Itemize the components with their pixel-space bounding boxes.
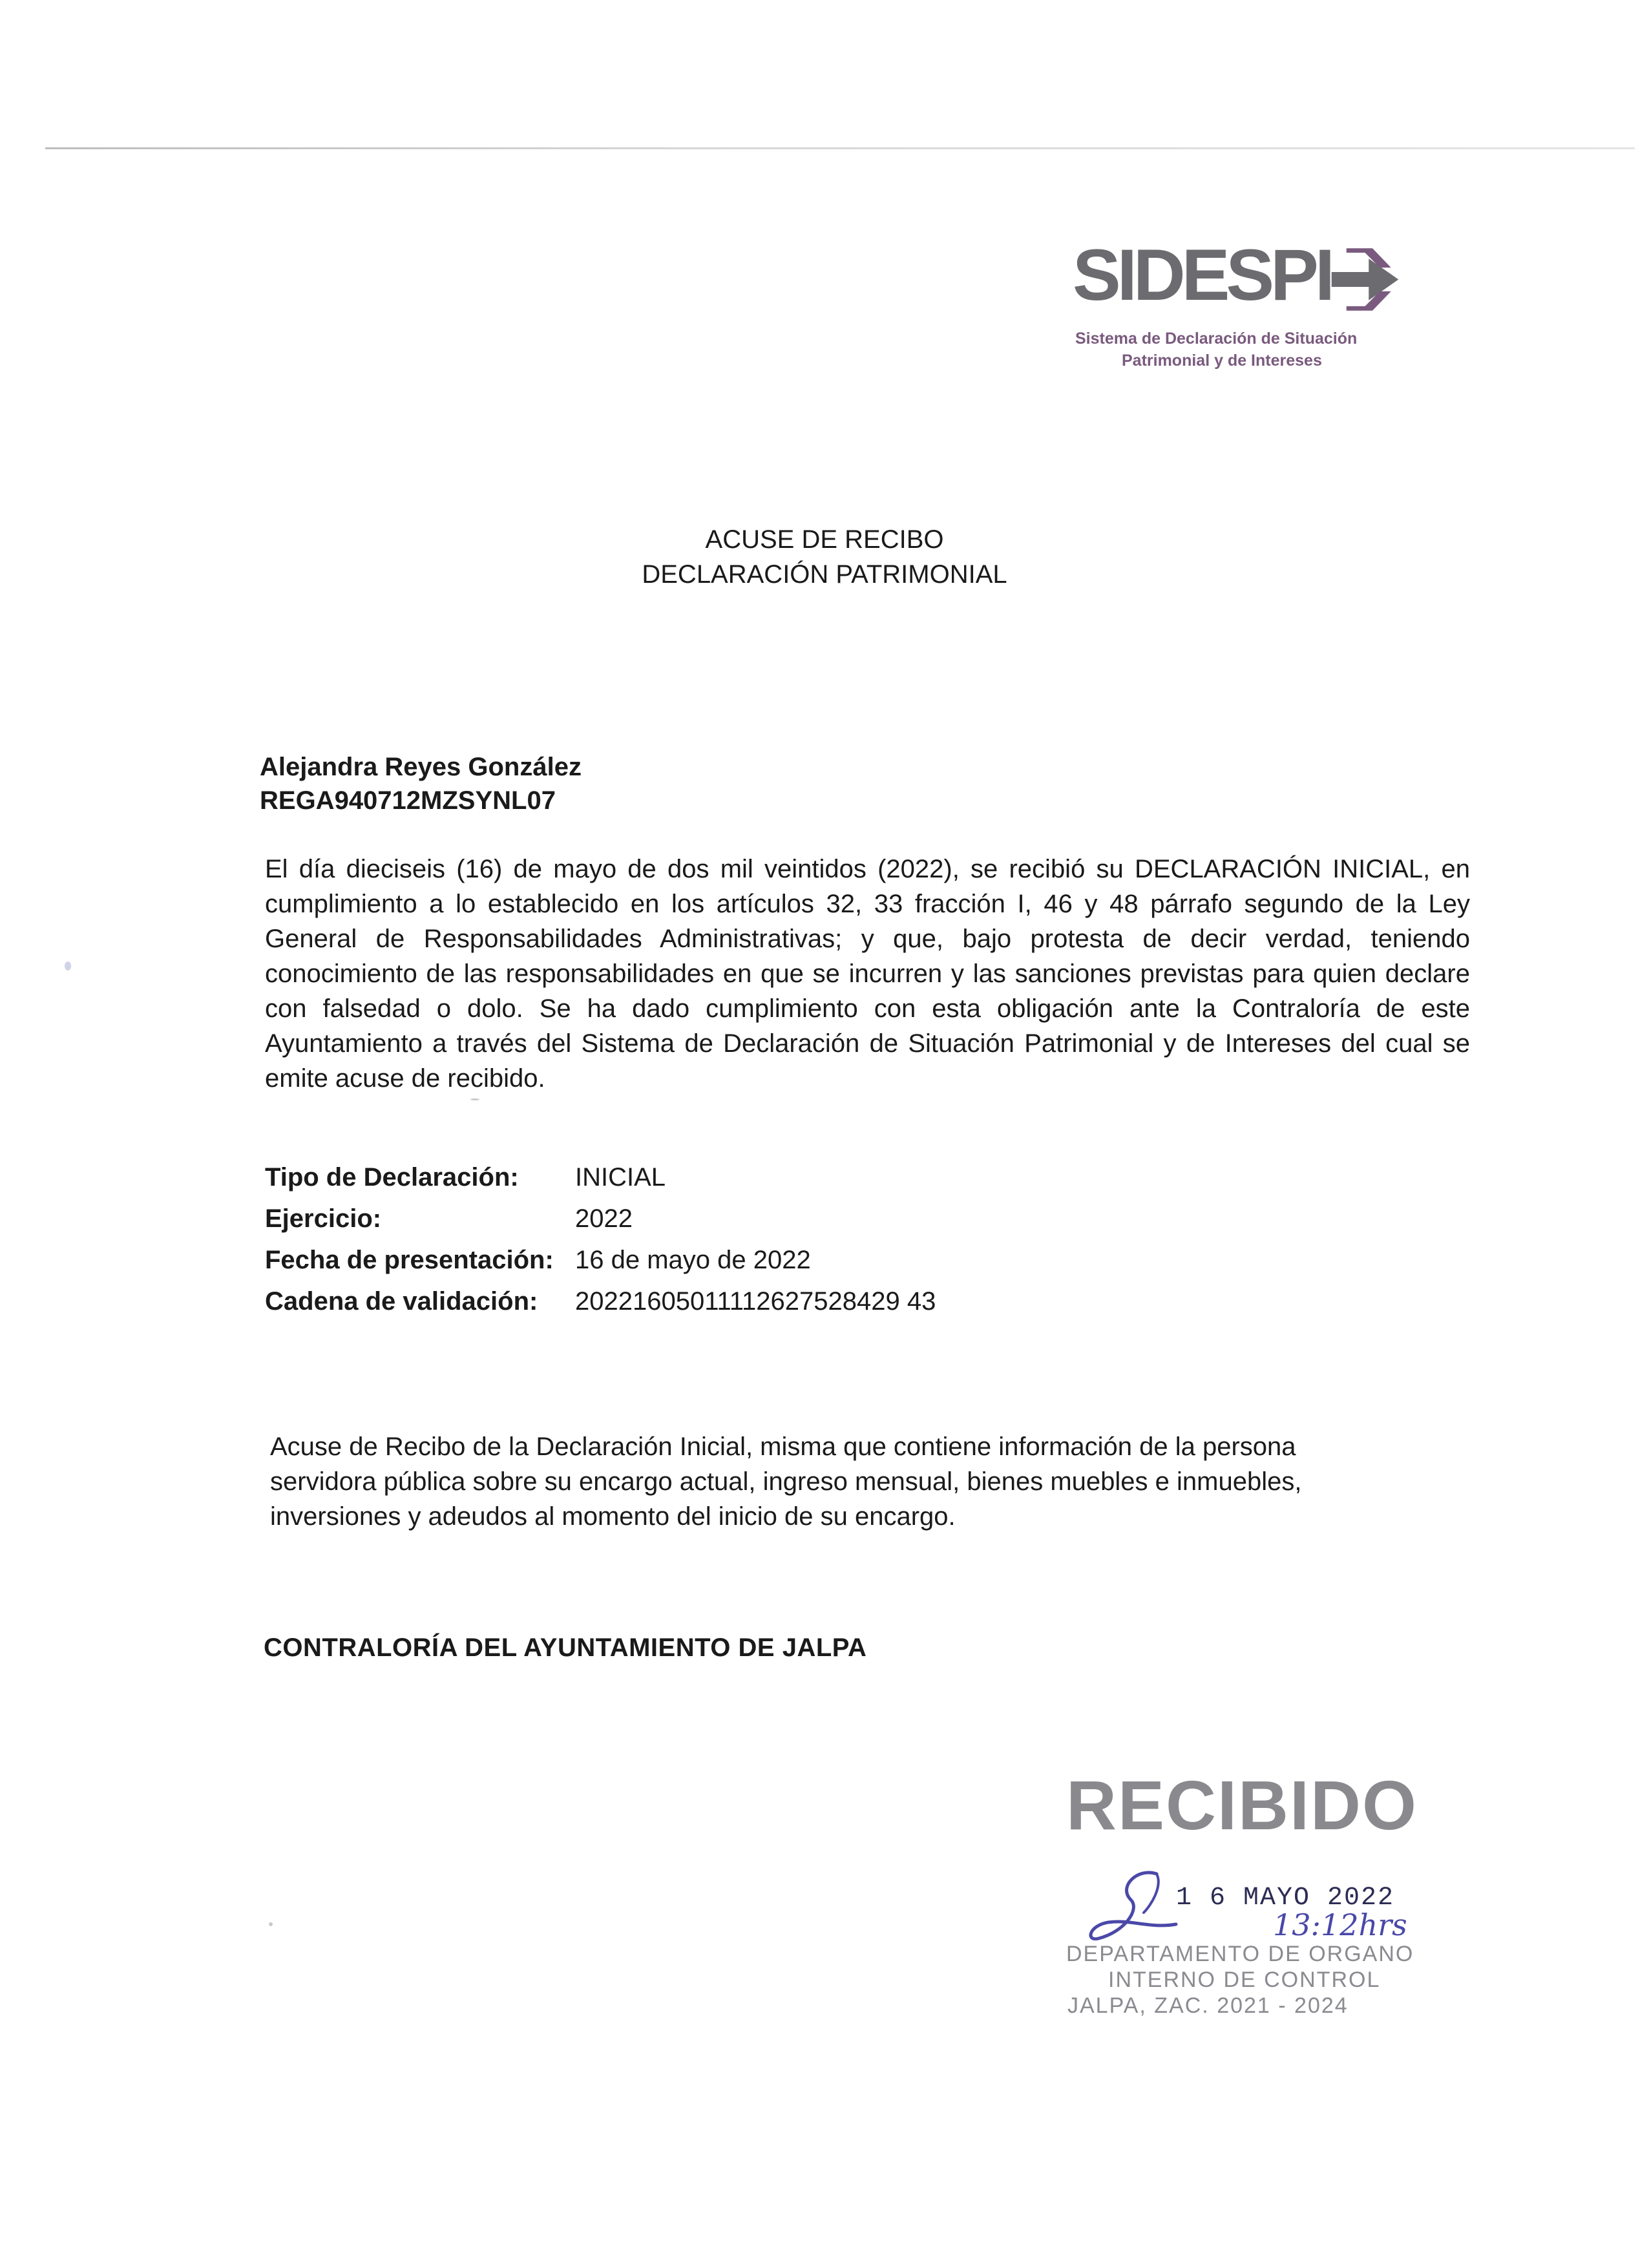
double-arrow-icon bbox=[1328, 242, 1402, 317]
detail-label: Tipo de Declaración: bbox=[265, 1163, 519, 1192]
declaration-details bbox=[265, 1157, 936, 1322]
detail-value: 2022 bbox=[575, 1204, 633, 1233]
stamp-date: 1 6 MAYO 2022 bbox=[1176, 1884, 1395, 1913]
detail-label: Ejercicio: bbox=[265, 1204, 382, 1233]
detail-value: 20221605011112627528429 43 bbox=[575, 1287, 936, 1316]
sidespi-logo bbox=[1073, 235, 1422, 381]
document-title bbox=[0, 522, 1649, 592]
scan-speck bbox=[65, 961, 71, 971]
logo-wordmark: SIDESPI bbox=[1073, 235, 1331, 315]
scan-edge-line bbox=[45, 147, 1635, 149]
received-stamp bbox=[1060, 1766, 1447, 2029]
detail-label: Fecha de presentación: bbox=[265, 1246, 554, 1274]
scan-speck bbox=[269, 1922, 273, 1926]
title-line1: ACUSE DE RECIBO bbox=[705, 525, 944, 554]
detail-row bbox=[265, 1198, 936, 1239]
detail-row bbox=[265, 1157, 936, 1198]
detail-label: Cadena de validación: bbox=[265, 1287, 538, 1316]
stamp-time: 13:12hrs bbox=[1273, 1907, 1407, 1942]
stamp-department: DEPARTAMENTO DE ORGANO bbox=[1066, 1942, 1414, 1966]
issuer-name: CONTRALORÍA DEL AYUNTAMIENTO DE JALPA bbox=[264, 1633, 867, 1662]
detail-row bbox=[265, 1281, 936, 1322]
stamp-control: INTERNO DE CONTROL bbox=[1108, 1968, 1381, 1992]
detail-value: INICIAL bbox=[575, 1163, 666, 1192]
title-line2: DECLARACIÓN PATRIMONIAL bbox=[642, 560, 1007, 589]
logo-subtitle-line2: Patrimonial y de Intereses bbox=[1122, 352, 1322, 370]
recipient-rfc: REGA940712MZSYNL07 bbox=[260, 786, 556, 815]
scan-speck bbox=[470, 1098, 479, 1100]
recipient-name: Alejandra Reyes González bbox=[260, 753, 582, 781]
logo-subtitle-line1: Sistema de Declaración de Situación bbox=[1075, 330, 1358, 348]
summary-paragraph: Acuse de Recibo de la Declaración Inicial, misma que contiene información de la persona servidora pública sobre su encargo actual, ingreso mensual, bienes muebles e inmuebles, inversiones y adeudos al momento del inicio de su encargo. bbox=[270, 1433, 1302, 1531]
stamp-location: JALPA, ZAC. 2021 - 2024 bbox=[1067, 1993, 1349, 2018]
detail-row bbox=[265, 1239, 936, 1281]
detail-value: 16 de mayo de 2022 bbox=[575, 1246, 811, 1274]
stamp-heading: RECIBIDO bbox=[1066, 1766, 1418, 1844]
body-paragraph: El día dieciseis (16) de mayo de dos mil veintidos (2022), se recibió su DECLARACIÓN INICIAL, en cumplimiento a lo establecido en los artículos 32, 33 fracción I, 46 y 48 párrafo segundo de la Ley General de Responsabilidades Administrativas; y que, bajo protesta de decir verdad, teniendo conocimiento de las responsabilidades en que se incurren y las sanciones previstas para quien declare con falsedad o dolo. Se ha dado cumplimiento con esta obligación ante la Contraloría de este Ayuntamiento a través del Sistema de Declaración de Situación Patrimonial y de Intereses del cual se emite acuse de recibido. bbox=[265, 855, 1470, 1093]
